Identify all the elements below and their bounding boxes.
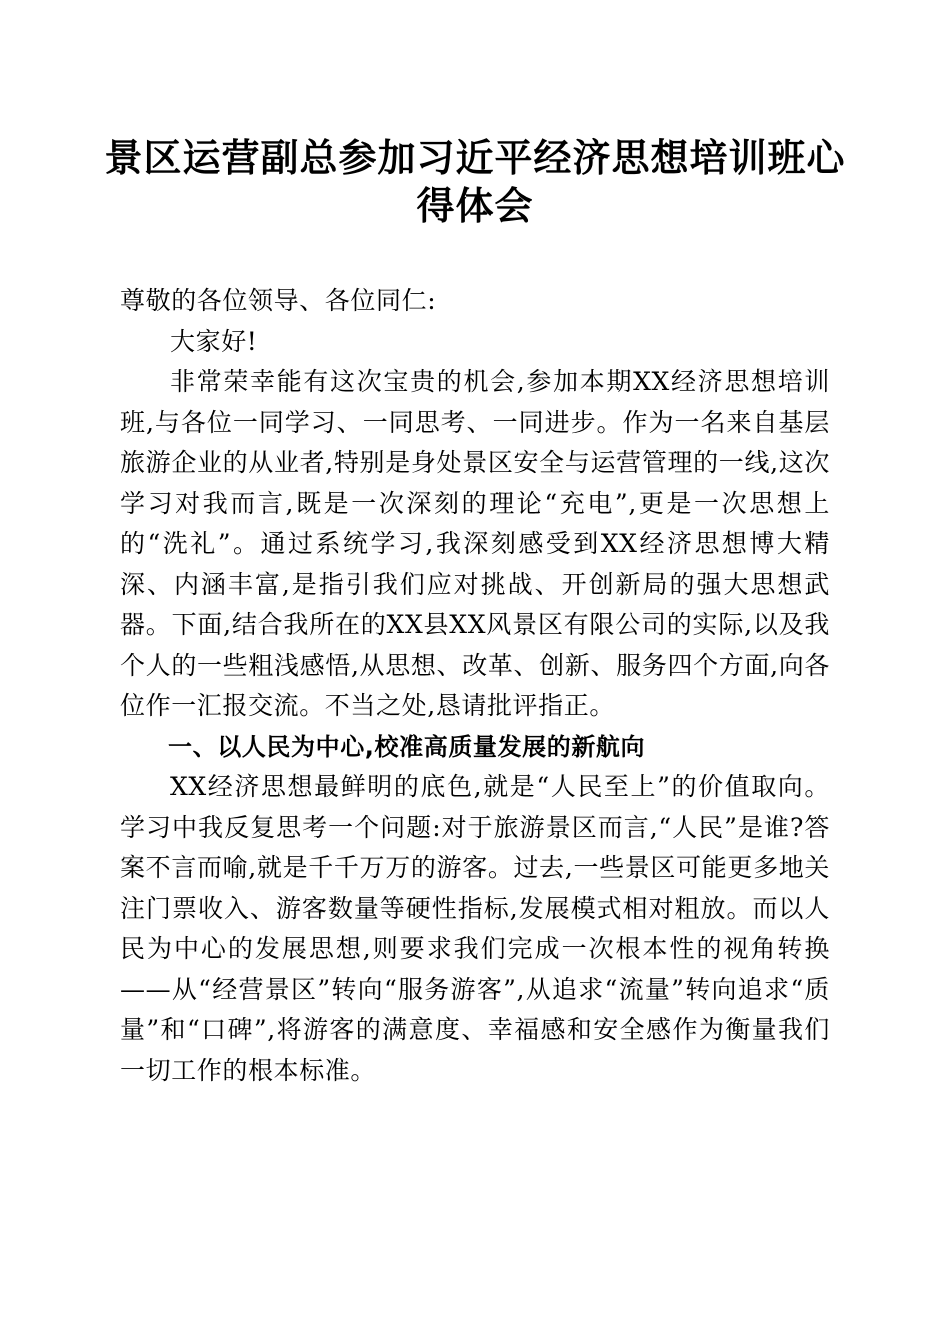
paragraph-intro: 非常荣幸能有这次宝贵的机会,参加本期XX经济思想培训班,与各位一同学习、一同思考、一同进步。作为一名来自基层旅游企业的从业者,特别是身处景区安全与运营管理的一线,这次学习对我而言,既是一次深刻的理论“充电”,更是一次思想上的“洗礼”。通过系统学习,我深刻感受到XX经济思想博大精深、内涵丰富,是指引我们应对挑战、开创新局的强大思想武器。下面,结合我所在的XX县XX风景区有限公司的实际,以及我个人的一些粗浅感悟,从思想、改革、创新、服务四个方面,向各位作一汇报交流。不当之处,恳请批评指正。 (120, 367, 830, 720)
paragraph-section-1: XX经济思想最鲜明的底色,就是“人民至上”的价值取向。学习中我反复思考一个问题:对于旅游景区而言,“人民”是谁?答案不言而喻,就是千千万万的游客。过去,一些景区可能更多地关注门票收入、游客数量等硬性指标,发展模式相对粗放。而以人民为中心的发展思想,则要求我们完成一次根本性的视角转换——从“经营景区”转向“服务游客”,从追求“流量”转向追求“质量”和“口碑”,将游客的满意度、幸福感和安全感作为衡量我们一切工作的根本标准。 (120, 772, 830, 1085)
greeting: 大家好! (170, 326, 258, 356)
document-body (120, 281, 830, 1091)
salutation: 尊敬的各位领导、各位同仁: (120, 286, 437, 315)
document-title: 景区运营副总参加习近平经济思想培训班心得体会 (104, 135, 846, 228)
section-heading-1: 一、以人民为中心,校准高质量发展的新航向 (168, 732, 646, 761)
